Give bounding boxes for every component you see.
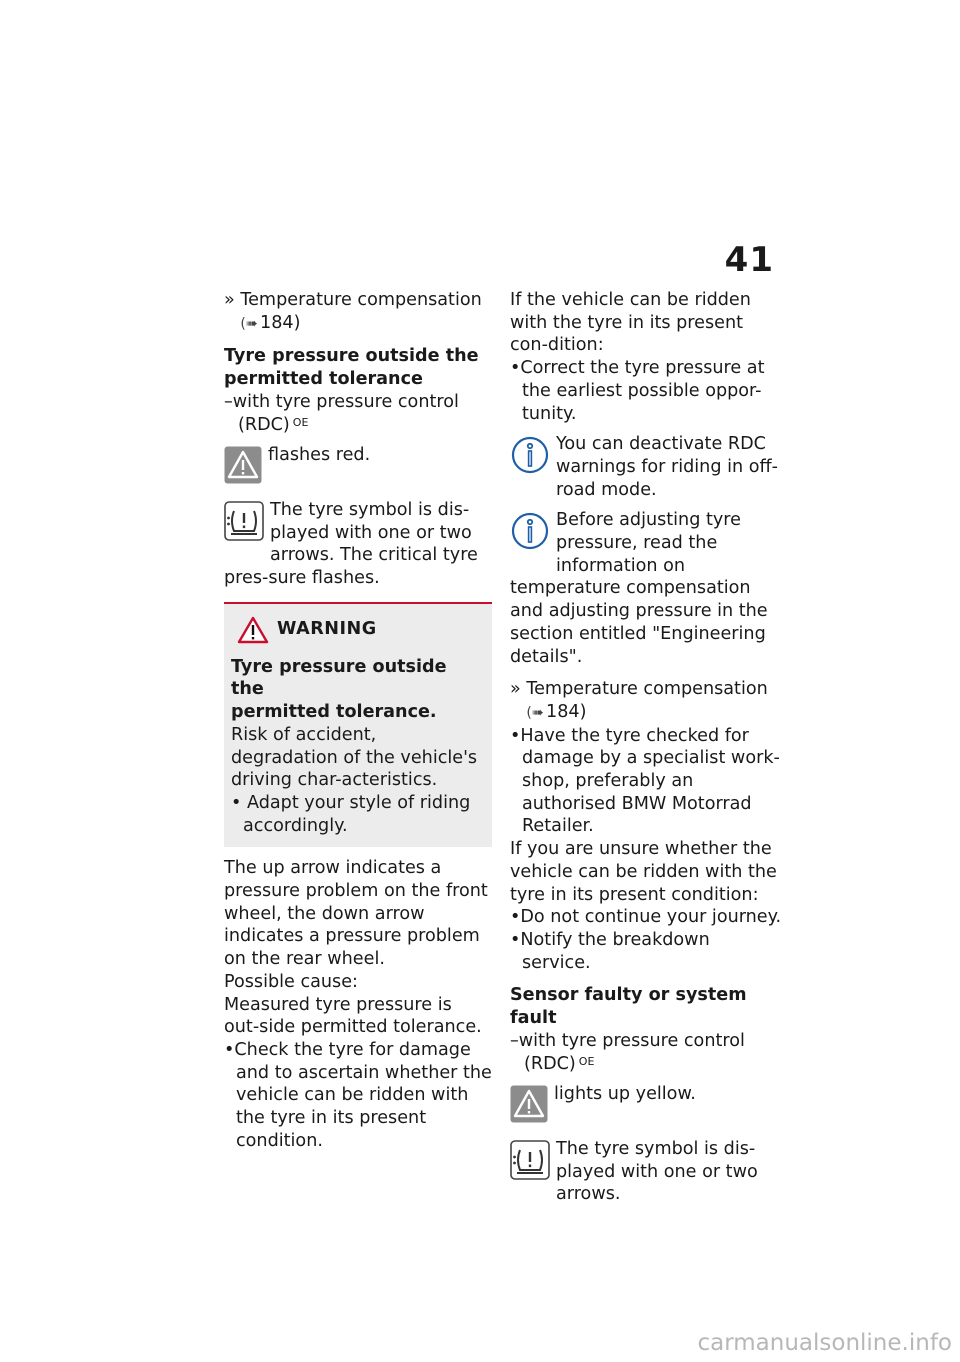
condition-line bbox=[224, 391, 492, 436]
warning-heading-line: permitted tolerance. bbox=[231, 702, 437, 723]
right-column bbox=[510, 289, 782, 1206]
heading-line: Tyre pressure outside the bbox=[224, 346, 479, 367]
list-item: •Do not continue your journey. bbox=[510, 907, 782, 928]
section-heading: Sensor faulty or system fault bbox=[510, 985, 747, 1029]
info-icon bbox=[510, 435, 550, 482]
heading-line: permitted tolerance bbox=[224, 369, 423, 390]
list-item: •Check the tyre for damage and to ascertain whether the vehicle can be ridden with the tyre in its present condition. bbox=[224, 1039, 492, 1151]
condition-text: –with tyre pressure control bbox=[510, 1030, 745, 1051]
condition-text: –with tyre pressure control bbox=[224, 391, 459, 412]
info-text: You can deactivate RDC warnings for riding in off-road mode. bbox=[556, 434, 778, 500]
oe-superscript: OE bbox=[578, 1054, 595, 1068]
tyre-pressure-icon bbox=[510, 1140, 550, 1187]
left-column bbox=[224, 289, 492, 1153]
reference-page: 184) bbox=[260, 312, 301, 333]
warning-triangle-icon bbox=[510, 1085, 548, 1130]
warning-light-row bbox=[510, 1083, 782, 1130]
cross-reference[interactable] bbox=[510, 678, 782, 724]
uncertain-paragraph: If you are unsure whether the vehicle can be ridden with the tyre in its present condition: bbox=[510, 839, 777, 905]
tyre-symbol-text: The tyre symbol is dis-played with one or two arrows. The critical tyre pres-sure flashes. bbox=[224, 499, 478, 589]
condition-rdc: (RDC) bbox=[524, 1053, 576, 1074]
condition-rdc: (RDC) bbox=[238, 414, 290, 435]
oe-superscript: OE bbox=[292, 415, 309, 429]
watermark: carmanualsonline.info bbox=[697, 1330, 952, 1356]
reference-page: 184) bbox=[546, 701, 587, 722]
warning-heading-line: Tyre pressure outside the bbox=[231, 656, 447, 700]
reference-text: » Temperature compensation bbox=[510, 679, 768, 700]
warning-light-text: flashes red. bbox=[268, 445, 371, 466]
warning-bullet: • Adapt your style of riding accordingly. bbox=[231, 792, 471, 836]
info-icon bbox=[510, 511, 550, 558]
tyre-pressure-icon bbox=[224, 501, 264, 548]
warning-heading bbox=[231, 656, 484, 724]
list-item: •Notify the breakdown service. bbox=[510, 929, 710, 973]
condition-paragraph: If the vehicle can be ridden with the tyre in its present con-dition: bbox=[510, 290, 751, 356]
tyre-symbol-row bbox=[224, 499, 492, 590]
warning-text: Risk of accident, degradation of the vehicle's driving char-acteristics. bbox=[231, 724, 478, 791]
reference-text: » Temperature compensation bbox=[224, 290, 482, 310]
warning-light-row bbox=[224, 444, 492, 491]
list-item: •Correct the tyre pressure at the earliest possible oppor-tunity. bbox=[510, 358, 765, 424]
section-heading bbox=[224, 345, 492, 390]
page-ref-arrow-icon: (➠ bbox=[526, 704, 544, 721]
page-number: 41 bbox=[724, 240, 774, 280]
warning-box bbox=[224, 602, 492, 848]
info-note bbox=[510, 509, 782, 668]
arrow-explanation: The up arrow indicates a pressure problem on the front wheel, the down arrow indicates a pressure problem on the rear wheel. bbox=[224, 858, 488, 970]
tyre-symbol-row bbox=[510, 1138, 782, 1206]
warning-header bbox=[237, 616, 484, 644]
warning-triangle-icon bbox=[237, 616, 269, 644]
page-ref-arrow-icon: (➠ bbox=[240, 315, 258, 332]
condition-line bbox=[510, 1030, 782, 1075]
cause-label: Possible cause: bbox=[224, 971, 358, 992]
warning-title: WARNING bbox=[277, 619, 377, 640]
info-text: Before adjusting tyre pressure, read the information on temperature compensation and adjusting pressure in the section entitled "Engineering details". bbox=[510, 510, 768, 667]
warning-triangle-icon bbox=[224, 446, 262, 491]
info-note bbox=[510, 433, 782, 501]
cross-reference[interactable] bbox=[224, 289, 492, 335]
cause-text: Measured tyre pressure is out-side permitted tolerance. bbox=[224, 994, 482, 1038]
tyre-symbol-text: The tyre symbol is dis-played with one or two arrows. bbox=[556, 1138, 758, 1205]
warning-light-text: lights up yellow. bbox=[554, 1084, 696, 1105]
list-item: •Have the tyre checked for damage by a specialist work-shop, preferably an authorised BMW Motorrad Retailer. bbox=[510, 725, 780, 837]
